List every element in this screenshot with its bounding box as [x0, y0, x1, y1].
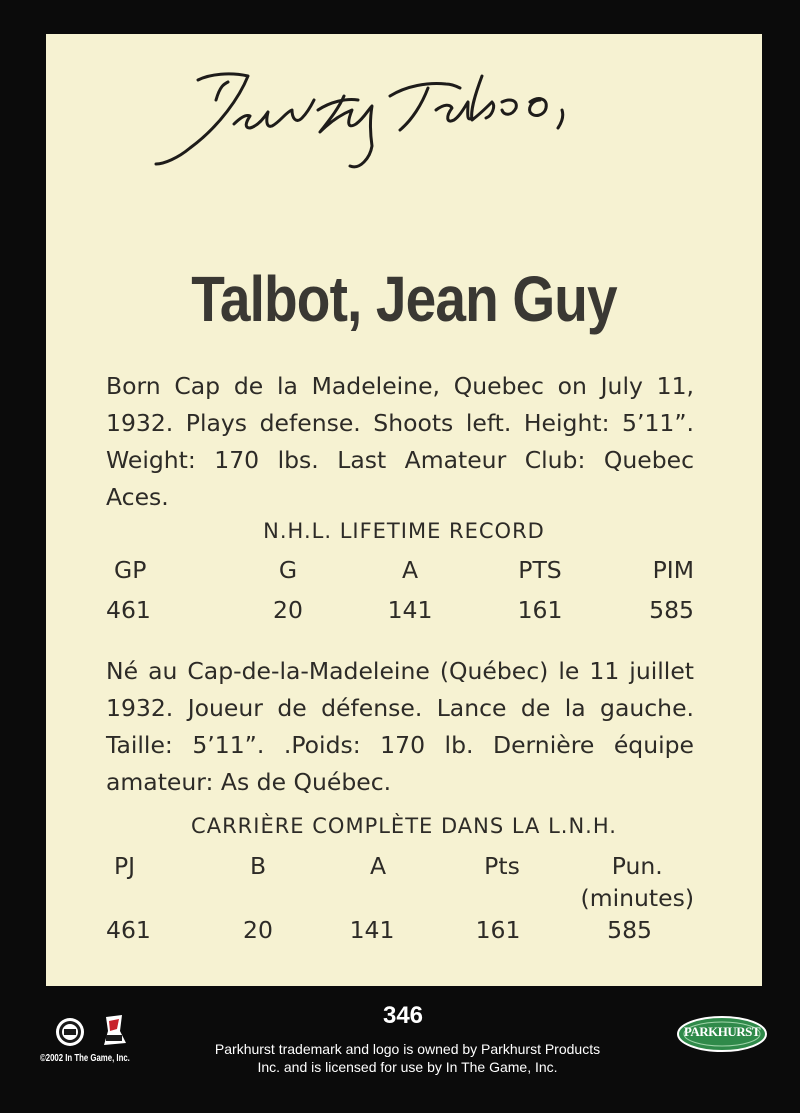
bio-english: Born Cap de la Madeleine, Quebec on July 11, 1932. Plays defense. Shoots left. Height: 5’11”. Weight: 170 lbs. Last Amateur Club: Quebec Aces.	[106, 372, 694, 511]
autograph-signature	[150, 66, 620, 176]
stat-value-pun: 585	[607, 916, 652, 944]
legal-line-2: Inc. and is licensed for use by In The Game, Inc.	[257, 1059, 558, 1075]
stat-header-pim: PIM	[652, 556, 694, 584]
player-name: Talbot, Jean Guy	[191, 263, 617, 335]
bio-french: Né au Cap-de-la-Madeleine (Québec) le 11 juillet 1932. Joueur de défense. Lance de la gauche. Taille: 5’11”. .Poids: 170 lb. Dernière équipe amateur: As de Québec.	[106, 657, 694, 796]
nhlpa-logo-icon	[100, 1013, 128, 1049]
card-number: 346	[382, 1002, 424, 1029]
stat-header-a: A	[401, 556, 419, 584]
stat-value-row-fr	[106, 916, 694, 950]
stat-header-g: G	[278, 556, 298, 584]
career-record-table	[106, 852, 694, 952]
stat-header-row	[106, 556, 694, 590]
stat-value-pim: 585	[649, 596, 694, 624]
stat-header-gp: GP	[114, 556, 147, 584]
stat-value-pj: 461	[106, 916, 151, 944]
stat-value-pts-fr: 161	[475, 916, 521, 944]
legal-line-1: Parkhurst trademark and logo is owned by Parkhurst Products	[214, 1041, 601, 1057]
stat-header-b: B	[249, 852, 267, 880]
stat-header-pts: PTS	[518, 556, 562, 584]
stat-value-a-fr: 141	[349, 916, 395, 944]
stat-header-a-fr: A	[369, 852, 387, 880]
lifetime-record-table	[106, 556, 694, 636]
stat-header-pun-label: Pun.	[611, 852, 663, 880]
stat-header-row-fr	[106, 852, 694, 916]
stat-value-pts: 161	[517, 596, 563, 624]
stat-value-gp: 461	[106, 596, 151, 624]
legal-notice	[180, 1040, 635, 1076]
stat-value-a: 141	[387, 596, 433, 624]
stat-header-pun-sub: (minutes)	[580, 884, 694, 912]
career-record-heading: CARRIÈRE COMPLÈTE DANS LA L.N.H.	[191, 814, 617, 838]
stat-value-b: 20	[243, 916, 273, 944]
parkhurst-logo-text: PARKHURST	[683, 1024, 761, 1039]
nhl-logo-icon	[54, 1016, 86, 1048]
lifetime-record-heading: N.H.L. LIFETIME RECORD	[263, 519, 545, 543]
copyright-text: ©2002 In The Game, Inc.	[40, 1053, 130, 1064]
stat-header-pts-fr: Pts	[484, 852, 520, 880]
stat-header-pj: PJ	[114, 852, 136, 880]
stat-value-row	[106, 596, 694, 630]
stat-header-pun	[581, 850, 694, 914]
stat-value-g: 20	[273, 596, 303, 624]
